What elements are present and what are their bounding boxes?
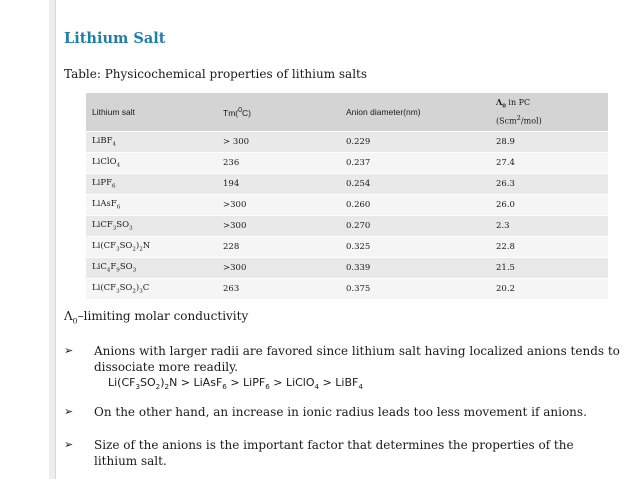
- cell-tm: >300: [217, 216, 340, 237]
- cell-conductivity: 2.3: [490, 216, 608, 237]
- arrow-bullet-icon: ➢: [64, 438, 74, 451]
- header-lithium-salt: Lithium salt: [86, 93, 217, 132]
- cell-conductivity: 21.5: [490, 258, 608, 279]
- header-melting-point: Tm($^0$C): [217, 93, 340, 132]
- table-row: [86, 153, 608, 174]
- cell-diameter: 0.229: [340, 132, 490, 153]
- cell-tm: 263: [217, 279, 340, 300]
- left-accent-line: [55, 0, 56, 479]
- cell-conductivity: 26.3: [490, 174, 608, 195]
- bullet-text: Anions with larger radii are favored since lithium salt having localized anions tends to dissociate more readily.: [94, 344, 620, 374]
- cell-conductivity: 27.4: [490, 153, 608, 174]
- cell-tm: > 300: [217, 132, 340, 153]
- cell-salt: LiAsF$_6$: [86, 195, 217, 216]
- cell-tm: 236: [217, 153, 340, 174]
- cell-salt: LiClO$_4$: [86, 153, 217, 174]
- cell-salt: $LiCF_3SO_3$: [86, 216, 217, 237]
- table-row: [86, 279, 608, 300]
- cell-salt: LiBF$_4$: [86, 132, 217, 153]
- cell-diameter: 0.237: [340, 153, 490, 174]
- bullet-item: [64, 343, 620, 395]
- table-header-row: [86, 93, 608, 132]
- table-row: [86, 174, 608, 195]
- table-row: [86, 132, 608, 153]
- cell-diameter: 0.339: [340, 258, 490, 279]
- cell-conductivity: 28.9: [490, 132, 608, 153]
- cell-tm: 228: [217, 237, 340, 258]
- cell-conductivity: 22.8: [490, 237, 608, 258]
- table-row: [86, 195, 608, 216]
- table-body: [86, 132, 608, 300]
- cell-diameter: 0.254: [340, 174, 490, 195]
- conductivity-note: $\Lambda_0$–limiting molar conductivity: [64, 309, 249, 326]
- cell-salt: $Li(CF_3SO_2)_3C$: [86, 279, 217, 300]
- cell-diameter: 0.270: [340, 216, 490, 237]
- cell-salt: $Li(CF_3SO_2)_2N$: [86, 237, 217, 258]
- cell-diameter: 0.260: [340, 195, 490, 216]
- bullet-item: [64, 437, 620, 469]
- cell-tm: 194: [217, 174, 340, 195]
- cell-tm: >300: [217, 195, 340, 216]
- table-row: [86, 237, 608, 258]
- bullet-text: On the other hand, an increase in ionic radius leads too less movement if anions.: [94, 405, 587, 419]
- cell-diameter: 0.325: [340, 237, 490, 258]
- cell-conductivity: 26.0: [490, 195, 608, 216]
- bullet-text: Size of the anions is the important factor that determines the properties of the lithium salt.: [94, 438, 574, 468]
- bullet-item: [64, 404, 620, 420]
- cell-tm: >300: [217, 258, 340, 279]
- header-anion-diameter: Anion diameter(nm): [340, 93, 490, 132]
- anion-order-formula: $Li(CF_3SO_2)_2N$ > LiAsF$_6$ > LiPF$_6$ > LiClO$_4$ > LiBF$_4$: [108, 376, 363, 392]
- header-molar-conductivity: $\Lambda_0$ in PC (Scm$^2$/mol): [490, 93, 608, 132]
- table-caption: Table: Physicochemical properties of lithium salts: [64, 67, 368, 81]
- arrow-bullet-icon: ➢: [64, 405, 74, 418]
- arrow-bullet-icon: ➢: [64, 344, 74, 357]
- cell-salt: LiPF$_6$: [86, 174, 217, 195]
- cell-conductivity: 20.2: [490, 279, 608, 300]
- table-row: [86, 216, 608, 237]
- table-row: [86, 258, 608, 279]
- cell-salt: $LiC_4F_9SO_3$: [86, 258, 217, 279]
- cell-diameter: 0.375: [340, 279, 490, 300]
- slide-title: Lithium Salt: [64, 30, 166, 47]
- lithium-salt-properties-table: [86, 93, 608, 300]
